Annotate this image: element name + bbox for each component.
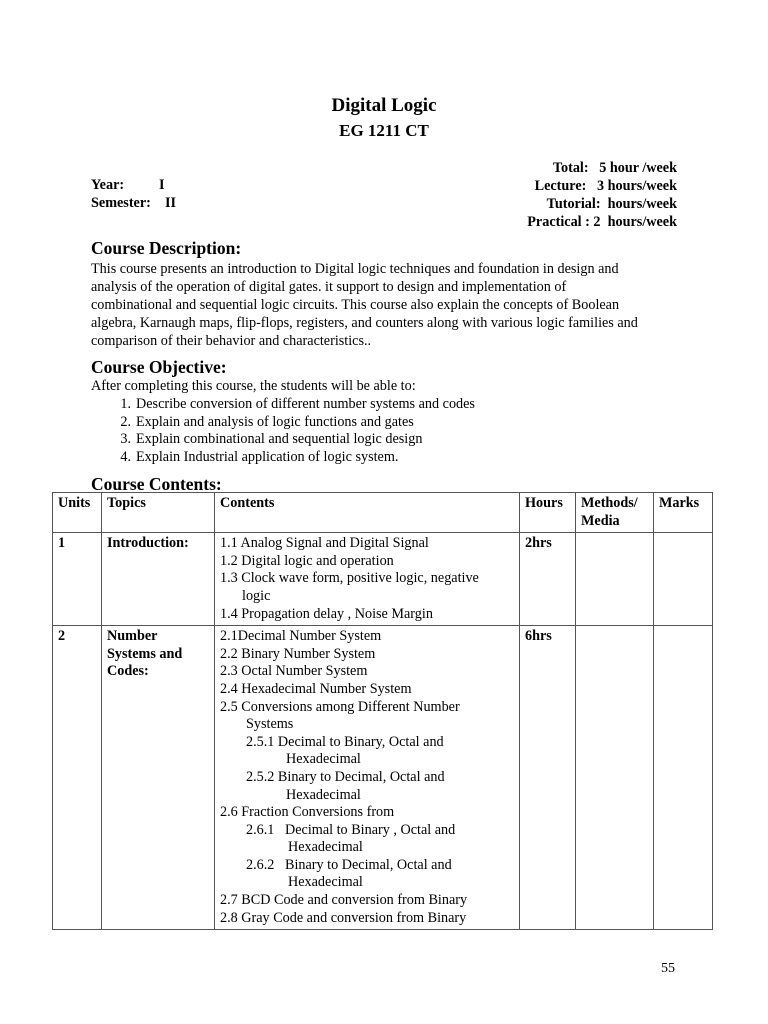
column-header-topics: Topics <box>102 493 215 533</box>
objective-text: Explain Industrial application of logic system. <box>136 448 399 465</box>
objective-text: Describe conversion of different number systems and codes <box>136 396 475 412</box>
description-line: This course presents an introduction to Digital logic techniques and foundation in design and <box>91 261 619 277</box>
marks-cell <box>654 626 713 930</box>
content-line: 1.3 Clock wave form, positive logic, negative <box>220 570 479 587</box>
course-contents-table <box>52 492 713 930</box>
semester-label: Semester: <box>91 195 151 211</box>
table-header-row <box>53 493 713 533</box>
description-line: combinational and sequential logic circuits. This course also explain the concepts of Boolean <box>91 297 620 313</box>
course-title: Digital Logic <box>331 95 437 116</box>
tutorial-hours: Tutorial: hours/week <box>546 196 677 212</box>
objective-list <box>91 395 475 465</box>
semester-row <box>91 194 176 212</box>
column-header-marks: Marks <box>654 493 713 533</box>
year-label: Year: <box>91 177 125 193</box>
objective-text: Explain combinational and sequential logic design <box>136 431 423 448</box>
content-line: 1.4 Propagation delay , Noise Margin <box>220 605 433 622</box>
content-line: 2.4 Hexadecimal Number System <box>220 680 412 697</box>
total-hours: Total: 5 hour /week <box>552 160 677 176</box>
content-line: 2.5.2 Binary to Decimal, Octal and <box>246 768 445 785</box>
content-line: 2.3 Octal Number System <box>220 663 368 680</box>
unit-cell: 2 <box>53 626 102 930</box>
objective-heading: Course Objective: <box>91 357 227 377</box>
column-header-units: Units <box>53 493 102 533</box>
lecture-hours: Lecture: 3 hours/week <box>534 178 677 194</box>
content-line: 2.6.2 Binary to Decimal, Octal and <box>246 856 452 873</box>
description-line: analysis of the operation of digital gates. it support to design and implementation of <box>91 279 567 295</box>
column-header-methods: Methods/ Media <box>576 493 654 533</box>
contents-cell <box>215 533 520 626</box>
content-line: 1.2 Digital logic and operation <box>220 552 394 569</box>
objective-item <box>91 430 475 448</box>
objective-number: 3. <box>120 431 131 448</box>
description-line: comparison of their behavior and characteristics.. <box>91 333 372 349</box>
table-row <box>53 533 713 626</box>
hours-cell: 2hrs <box>520 533 576 626</box>
description-line: algebra, Karnaugh maps, flip-flops, registers, and counters along with various logic families and <box>91 315 638 331</box>
content-line: 2.6.1 Decimal to Binary , Octal and <box>246 821 456 838</box>
topic-cell: Number Systems and Codes: <box>102 626 215 930</box>
content-line: Hexadecimal <box>288 839 363 856</box>
content-line: 1.1 Analog Signal and Digital Signal <box>220 535 429 552</box>
content-line: logic <box>242 587 271 604</box>
content-line: Hexadecimal <box>286 786 361 803</box>
year-semester-block <box>91 176 176 212</box>
content-line: Hexadecimal <box>286 751 361 768</box>
content-line: 2.2 Binary Number System <box>220 645 376 662</box>
content-line: 2.7 BCD Code and conversion from Binary <box>220 892 468 909</box>
content-line: 2.5.1 Decimal to Binary, Octal and <box>246 733 444 750</box>
objective-intro: After completing this course, the students will be able to: <box>91 378 416 394</box>
semester-value: II <box>165 195 177 211</box>
methods-cell <box>576 533 654 626</box>
objective-item <box>91 413 475 431</box>
topic-cell: Introduction: <box>102 533 215 626</box>
practical-hours: Practical : 2 hours/week <box>527 214 677 230</box>
contents-cell <box>215 626 520 930</box>
content-line: 2.8 Gray Code and conversion from Binary <box>220 909 467 926</box>
unit-cell: 1 <box>53 533 102 626</box>
objective-number: 2. <box>120 413 131 430</box>
objective-text: Explain and analysis of logic functions and gates <box>136 413 414 430</box>
hours-block <box>527 159 677 231</box>
description-heading: Course Description: <box>91 238 242 258</box>
page-number: 55 <box>661 961 675 976</box>
content-line: 2.1Decimal Number System <box>220 628 382 645</box>
content-line: 2.6 Fraction Conversions from <box>220 804 395 821</box>
column-header-contents: Contents <box>215 493 520 533</box>
objective-item <box>91 395 475 413</box>
methods-cell <box>576 626 654 930</box>
description-text <box>91 260 691 350</box>
year-value: I <box>159 177 165 193</box>
content-line: 2.5 Conversions among Different Number <box>220 698 460 715</box>
course-code: EG 1211 CT <box>339 121 429 140</box>
objective-number: 1. <box>120 396 131 412</box>
content-line: Systems <box>246 716 294 733</box>
column-header-hours: Hours <box>520 493 576 533</box>
content-line: Hexadecimal <box>288 874 363 891</box>
objective-number: 4. <box>120 448 131 465</box>
table-row <box>53 626 713 930</box>
contents-heading: Course Contents: <box>91 474 222 494</box>
objective-item <box>91 448 475 466</box>
year-row <box>91 176 176 194</box>
hours-cell: 6hrs <box>520 626 576 930</box>
marks-cell <box>654 533 713 626</box>
